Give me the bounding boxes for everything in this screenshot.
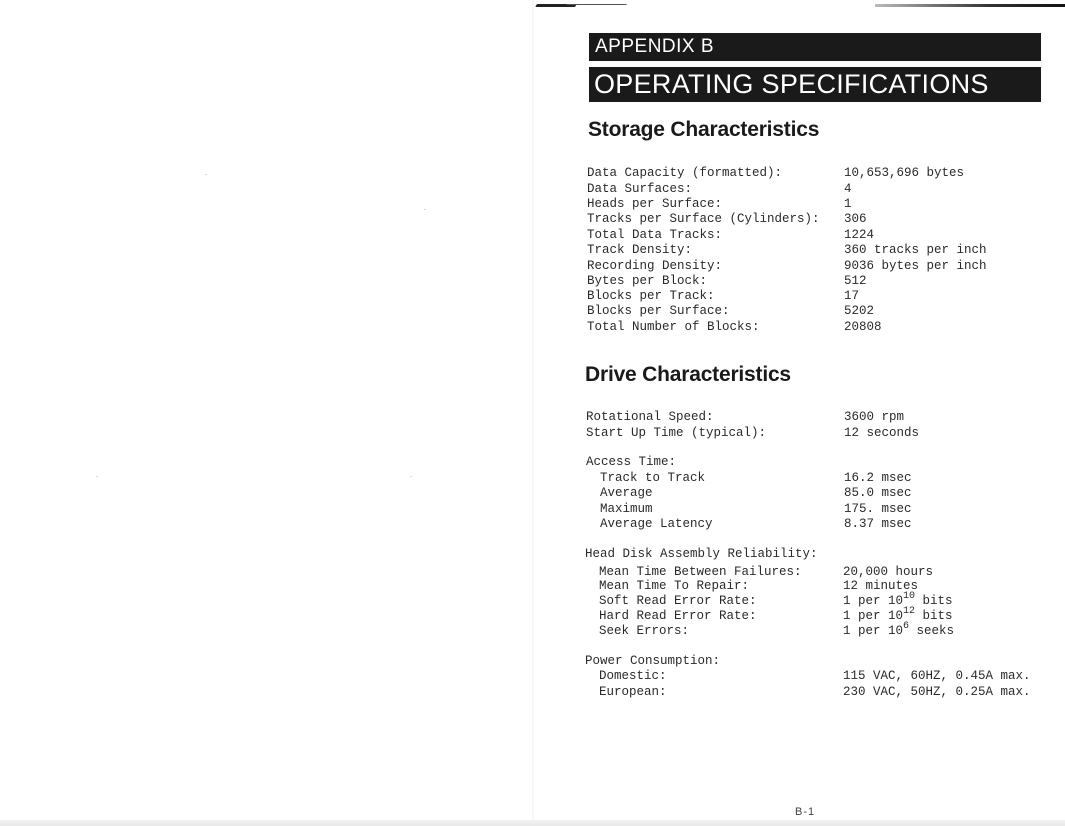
- spec-label: Heads per Surface:: [587, 197, 723, 211]
- spec-value: 1224: [844, 228, 875, 242]
- spec-value: [843, 620, 955, 639]
- blank-left-page: [0, 0, 532, 826]
- spec-value: 3600 rpm: [844, 410, 905, 424]
- appendix-label: APPENDIX B: [589, 33, 1041, 61]
- value-prefix: 1 per 10: [843, 594, 904, 608]
- paper-speck: [205, 174, 207, 175]
- spec-value: 16.2 msec: [844, 471, 912, 485]
- value-exponent: 12: [903, 605, 916, 617]
- page-number: B-1: [795, 806, 816, 818]
- paper-speck: [96, 476, 98, 477]
- spec-label: Start Up Time (typical):: [586, 426, 767, 440]
- spec-label: Track Density:: [587, 243, 693, 257]
- spec-label: Tracks per Surface (Cylinders):: [587, 212, 820, 226]
- paper-speck: [424, 209, 426, 210]
- spec-value: [843, 605, 953, 624]
- spec-value: 360 tracks per inch: [844, 243, 987, 257]
- spec-label: Mean Time To Repair:: [599, 579, 750, 593]
- spec-label: Rotational Speed:: [586, 410, 714, 424]
- spec-value: 1: [844, 197, 852, 211]
- spec-label: Data Surfaces:: [587, 182, 693, 196]
- spec-label: Total Data Tracks:: [587, 228, 723, 242]
- spec-value: 12 minutes: [843, 579, 919, 593]
- value-exponent: 10: [903, 590, 916, 602]
- scan-edge-mark: [875, 4, 1065, 7]
- spec-value: [843, 590, 953, 609]
- spec-label: Hard Read Error Rate:: [599, 609, 757, 623]
- spec-label: Soft Read Error Rate:: [599, 594, 757, 608]
- spec-label: Track to Track: [600, 471, 706, 485]
- spec-label: Mean Time Between Failures:: [599, 565, 802, 579]
- storage-heading: Storage Characteristics: [588, 118, 820, 141]
- spec-value: 4: [844, 182, 852, 196]
- page-fold: [532, 0, 534, 826]
- spec-value: 20,000 hours: [843, 565, 934, 579]
- spec-label: Recording Density:: [587, 259, 723, 273]
- value-prefix: 1 per 10: [843, 624, 904, 638]
- spec-label: Blocks per Track:: [587, 289, 715, 303]
- spec-value: 8.37 msec: [844, 517, 912, 531]
- spec-label: Domestic:: [599, 669, 667, 683]
- spec-value: 9036 bytes per inch: [844, 259, 987, 273]
- spec-value: 230 VAC, 50HZ, 0.25A max.: [843, 685, 1031, 699]
- spec-label: Power Consumption:: [585, 654, 721, 668]
- spec-value: 85.0 msec: [844, 486, 912, 500]
- spec-value: 10,653,696 bytes: [844, 166, 965, 180]
- spec-label: Access Time:: [586, 455, 677, 469]
- spec-value: 115 VAC, 60HZ, 0.45A max.: [843, 669, 1031, 683]
- value-suffix: bits: [915, 594, 953, 608]
- spec-value: 512: [844, 274, 867, 288]
- spec-label: Average: [600, 486, 653, 500]
- value-suffix: bits: [915, 609, 953, 623]
- scan-edge-mark: [535, 4, 577, 7]
- spec-label: Data Capacity (formatted):: [587, 166, 783, 180]
- value-exponent: 6: [903, 620, 910, 632]
- spec-label: European:: [599, 685, 667, 699]
- drive-heading: Drive Characteristics: [585, 363, 791, 386]
- spec-label: Total Number of Blocks:: [587, 320, 760, 334]
- value-prefix: 1 per 10: [843, 609, 904, 623]
- spec-value: 12 seconds: [844, 426, 920, 440]
- spec-value: 20808: [844, 320, 882, 334]
- page-bottom-edge: [0, 820, 1065, 826]
- spec-label: Blocks per Surface:: [587, 304, 730, 318]
- spec-value: 175. msec: [844, 502, 912, 516]
- spec-label: Maximum: [600, 502, 653, 516]
- spec-value: 306: [844, 212, 867, 226]
- spec-value: 5202: [844, 304, 875, 318]
- spec-label: Seek Errors:: [599, 624, 690, 638]
- page-title: OPERATING SPECIFICATIONS: [589, 67, 1041, 102]
- spec-label: Bytes per Block:: [587, 274, 708, 288]
- value-suffix: seeks: [909, 624, 955, 638]
- spec-label: Average Latency: [600, 517, 713, 531]
- spec-value: 17: [844, 289, 860, 303]
- paper-speck: [410, 476, 412, 477]
- spec-label: Head Disk Assembly Reliability:: [585, 547, 818, 561]
